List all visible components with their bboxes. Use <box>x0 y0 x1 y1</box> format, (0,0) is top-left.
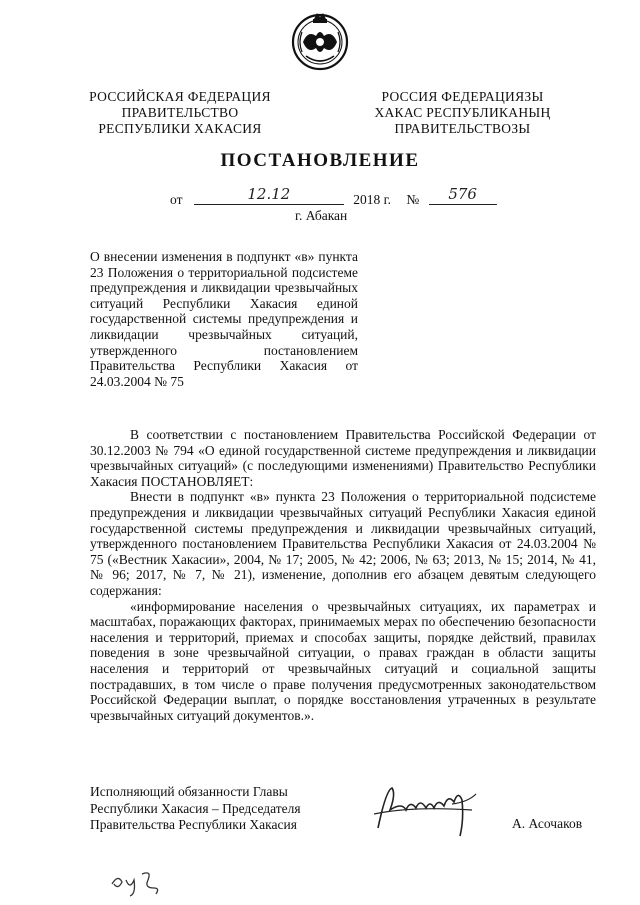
signatory-name: А. Асочаков <box>512 816 583 831</box>
body-paragraph-2: Внести в подпункт «в» пункта 23 Положения о территориальной подсистеме предупреждения и ликвидации чрезвычайных ситуаций Республики Хакасия единой государственной системы предупреждения и ликвидации чрезвычайных ситуаций, утвержденного постановлением Правительства Республики Хакасия от 24.03.2004 № 75 («Вестник Хакасии», 2004, № 17; 2005, № 42; 2006, № 63; 2013, № 15; 2014, № 41, № 96; 2017, № 7, № 21), изменение, дополнив его абзацем девятым следующего содержания: <box>90 489 596 598</box>
body-paragraph-3: «информирование населения о чрезвычайных ситуациях, их параметрах и масштабах, поражающих факторах, принимаемых мерах по обеспечению безопасности населения и территорий, приемах и способах защиты, порядке действий, правилах поведения в зоне чрезвычайной ситуации, о правах граждан в области защиты населения и территорий от чрезвычайных ситуаций и социальной защиты пострадавших, в том числе о праве получения предусмотренных законодательством Российской Федерации выплат, о порядке восстановления утраченных в результате чрезвычайных ситуаций документов.». <box>90 598 596 723</box>
date-blank <box>194 185 344 205</box>
handwritten-number: 576 <box>448 185 477 203</box>
handwritten-initials-icon <box>108 866 168 898</box>
document-subject: О внесении изменения в подпункт «в» пункта 23 Положения о территориальной подсистеме предупреждения и ликвидации чрезвычайных ситуаций Республики Хакасия единой государственной системы предупреждения и ликвидации чрезвычайных ситуаций, утвержденного постановлением Правительства Республики Хакасия от 24.03.2004 № 75 <box>90 249 358 389</box>
header-left-line-1: РОССИЙСКАЯ ФЕДЕРАЦИЯ <box>89 89 271 104</box>
year-text: 2018 г. <box>353 192 391 207</box>
city: г. Абакан <box>295 208 348 223</box>
document-title: ПОСТАНОВЛЕНИЕ <box>220 150 420 171</box>
signatory-position <box>90 784 350 834</box>
date-prefix: от <box>170 192 183 207</box>
header-right-line-3: ПРАВИТЕЛЬСТВОЗЫ <box>394 121 531 136</box>
date-number-line <box>170 185 497 208</box>
handwritten-date: 12.12 <box>247 185 291 203</box>
header-left-line-2: ПРАВИТЕЛЬСТВО <box>121 105 239 120</box>
number-blank <box>429 185 497 205</box>
signatory-position-line-1: Исполняющий обязанности Главы <box>90 784 288 799</box>
coat-of-arms-icon <box>290 10 350 72</box>
header-right-line-2: ХАКАС РЕСПУБЛИКАНЫҢ <box>374 105 551 120</box>
body-paragraph-1: В соответствии с постановлением Правительства Российской Федерации от 30.12.2003 № 794 «О единой государственной системе предупреждения и ликвидации чрезвычайных ситуаций» (с последующими изменениями) Правительство Республики Хакасия ПОСТАНОВЛЯЕТ: <box>90 427 596 489</box>
signatory-position-line-2: Республики Хакасия – Председателя <box>90 800 301 816</box>
header-right-line-1: РОССИЯ ФЕДЕРАЦИЯЗЫ <box>381 89 544 104</box>
header-left <box>80 89 280 137</box>
handwritten-signature-icon <box>372 780 482 840</box>
header-left-line-3: РЕСПУБЛИКИ ХАКАСИЯ <box>98 121 262 136</box>
number-label: № <box>406 192 420 207</box>
signatory-position-line-3: Правительства Республики Хакасия <box>90 817 297 832</box>
header-right <box>360 89 565 137</box>
document-body <box>90 427 596 723</box>
